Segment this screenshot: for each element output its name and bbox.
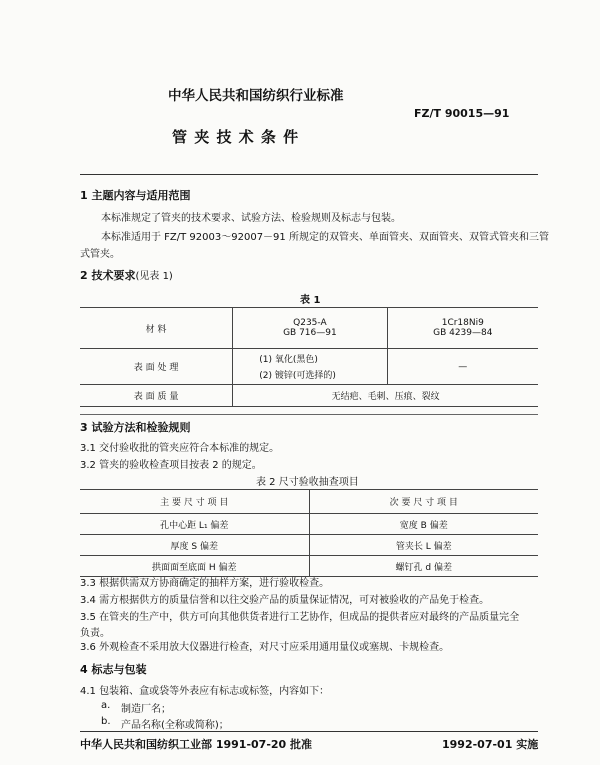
table-1-row-surface-quality — [80, 385, 538, 407]
table-row — [80, 535, 538, 556]
list-item-b: 产品名称(全称或简称)； — [121, 720, 229, 731]
section-1-heading: 1 主题内容与适用范围 — [80, 189, 191, 202]
material-grade-2: 1Cr18Ni9 — [441, 318, 484, 328]
clause-3-5: 3.5 在管夹的生产中，供方可向其他供货者进行工艺协作，但成品的提供者应对最终的产品质量完全 — [80, 612, 520, 623]
document-title: 管 夹 技 术 条 件 — [172, 128, 300, 146]
implementation-date: 1992-07-01 实施 — [442, 738, 539, 751]
table-2 — [80, 489, 538, 577]
table-2-header-row — [80, 490, 538, 514]
table-1-caption: 表 1 — [300, 295, 321, 306]
material-grade-1: Q235-A — [293, 318, 327, 328]
material-col-2 — [387, 308, 538, 349]
table-2-header-primary: 主 要 尺 寸 项 目 — [80, 490, 309, 514]
list-item-a-marker: a. — [101, 700, 111, 711]
clause-3-2: 3.2 管夹的验收检查项目按表 2 的规定。 — [80, 460, 262, 471]
material-col-1 — [233, 308, 387, 349]
table-1 — [80, 307, 538, 407]
clause-3-4: 3.4 需方根据供方的质量信誉和以往交验产品的质量保证情况，可对被验收的产品免于检查。 — [80, 595, 490, 606]
table-1-row-material — [80, 308, 538, 349]
clause-3-6: 3.6 外观检查不采用放大仪器进行检查，对尺寸应采用通用量仪或塞规、卡规检查。 — [80, 642, 450, 653]
surface-quality-value: 无结疤、毛刺、压痕、裂纹 — [233, 385, 538, 407]
section-1-paragraph-2: 本标准适用于 FZ/T 92003～92007－91 所规定的双管夹、单面管夹、双面管夹、双管式管夹和三管 — [101, 232, 549, 243]
section-2-heading — [80, 267, 173, 283]
standard-org-title: 中华人民共和国纺织行业标准 — [168, 88, 344, 104]
table-2-cell: 孔中心距 L₁ 偏差 — [80, 514, 309, 535]
approval-date: 中华人民共和国纺织工业部 1991-07-20 批准 — [80, 738, 313, 751]
material-standard-1: GB 716—91 — [283, 328, 337, 338]
section-1-paragraph-2-cont: 式管夹。 — [80, 249, 120, 260]
surface-treatment-option-2: (2) 镀锌(可选择的) — [259, 371, 336, 381]
section-2-heading-note: (见表 1) — [135, 271, 173, 282]
list-item-a: 制造厂名； — [121, 704, 171, 715]
section-2-heading-text: 2 技术要求 — [80, 269, 136, 282]
section-divider — [80, 414, 538, 415]
clause-4-1: 4.1 包装箱、盒或袋等外表应有标志或标签，内容如下： — [80, 686, 330, 697]
material-label: 材 料 — [80, 308, 233, 349]
clause-3-1: 3.1 交付验收批的管夹应符合本标准的规定。 — [80, 443, 280, 454]
table-2-cell: 厚度 S 偏差 — [80, 535, 309, 556]
section-3-heading: 3 试验方法和检验规则 — [80, 421, 191, 434]
table-1-row-surface-treatment — [80, 349, 538, 385]
surface-treatment-col-2: — — [387, 349, 538, 385]
section-1-paragraph-1: 本标准规定了管夹的技术要求、试验方法、检验规则及标志与包装。 — [101, 213, 401, 224]
section-4-heading: 4 标志与包装 — [80, 663, 147, 676]
table-2-caption: 表 2 尺寸验收抽查项目 — [256, 477, 359, 488]
surface-treatment-option-1: (1) 氧化(黑色) — [259, 355, 318, 365]
table-2-cell: 拱面面至底面 H 偏差 — [80, 556, 309, 577]
list-item-b-marker: b. — [101, 716, 111, 727]
surface-quality-label: 表 面 质 量 — [80, 385, 233, 407]
table-2-cell: 管夹长 L 偏差 — [309, 535, 538, 556]
surface-treatment-options — [233, 349, 387, 385]
table-row — [80, 514, 538, 535]
clause-3-3: 3.3 根据供需双方协商确定的抽样方案，进行验收检查。 — [80, 578, 330, 589]
footer-rule — [80, 731, 538, 732]
table-2-header-secondary: 次 要 尺 寸 项 目 — [309, 490, 538, 514]
material-standard-2: GB 4239—84 — [433, 328, 493, 338]
surface-treatment-label: 表 面 处 理 — [80, 349, 233, 385]
header-rule — [80, 174, 538, 175]
table-2-cell: 宽度 B 偏差 — [309, 514, 538, 535]
table-2-cell: 螺钉孔 d 偏差 — [309, 556, 538, 577]
clause-3-5-cont: 负责。 — [80, 628, 110, 639]
standard-code: FZ/T 90015—91 — [414, 107, 510, 120]
